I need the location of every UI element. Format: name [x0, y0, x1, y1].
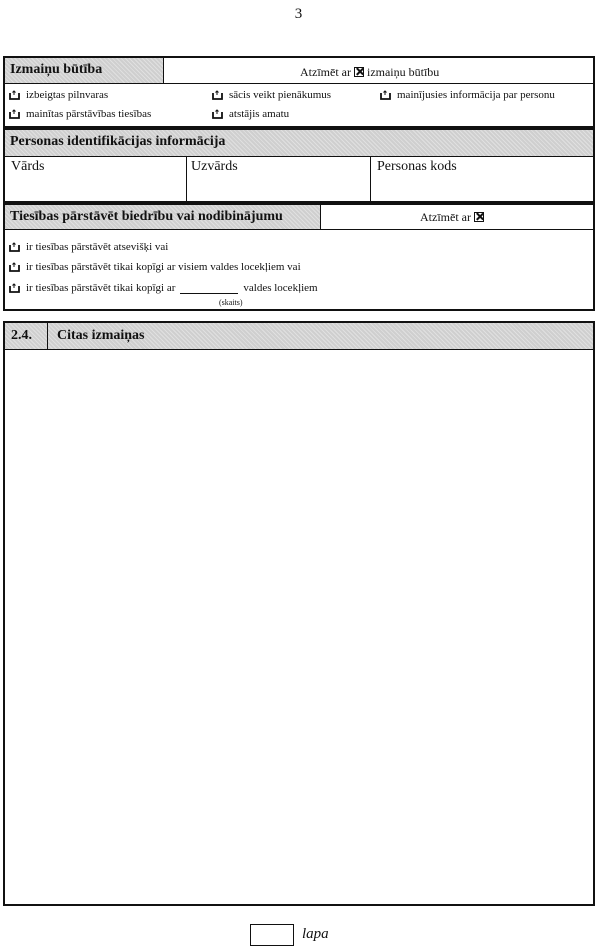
page-count-input[interactable]	[250, 924, 294, 946]
checkbox-icon[interactable]	[212, 90, 223, 101]
other-changes-textarea[interactable]	[5, 350, 593, 904]
checkbox-icon[interactable]	[9, 283, 20, 294]
checkbox-icon[interactable]	[9, 262, 20, 273]
option-representation-changed[interactable]: mainītas pārstāvības tiesības	[9, 108, 151, 120]
page-number: 3	[294, 6, 303, 22]
option-represent-separately[interactable]: ir tiesības pārstāvēt atsevišķi vai	[9, 241, 168, 253]
personal-code-field[interactable]: Personas kods	[377, 159, 457, 174]
checkbox-icon[interactable]	[380, 90, 391, 101]
x-checkbox-icon	[474, 212, 484, 222]
checkbox-icon[interactable]	[212, 109, 223, 120]
option-represent-jointly-count[interactable]: ir tiesības pārstāvēt tikai kopīgi ar valdes locekļiem	[9, 282, 318, 294]
other-changes-title: Citas izmaiņas	[57, 328, 145, 343]
option-represent-jointly-all[interactable]: ir tiesības pārstāvēt tikai kopīgi ar visiem valdes locekļiem vai	[9, 261, 301, 273]
checkbox-icon[interactable]	[9, 242, 20, 253]
option-started-duties[interactable]: sācis veikt pienākumus	[212, 89, 331, 101]
option-left-position[interactable]: atstājis amatu	[212, 108, 289, 120]
representation-title: Tiesības pārstāvēt biedrību vai nodibinājumu	[5, 205, 320, 229]
count-input[interactable]	[180, 293, 238, 294]
change-nature-title: Izmaiņu būtība	[5, 58, 163, 83]
first-name-field[interactable]: Vārds	[11, 159, 45, 174]
option-terminated-authority[interactable]: izbeigtas pilnvaras	[9, 89, 108, 101]
x-checkbox-icon	[354, 67, 364, 77]
checkbox-icon[interactable]	[9, 90, 20, 101]
option-personal-info-changed[interactable]: mainījusies informācija par personu	[380, 89, 555, 101]
count-caption: (skaits)	[219, 298, 243, 307]
checkbox-icon[interactable]	[9, 109, 20, 120]
change-nature-instruction: Atzīmēt ar izmaiņu būtību	[300, 65, 440, 79]
lapa-label: lapa	[302, 926, 329, 942]
identification-title: Personas identifikācijas informācija	[5, 130, 593, 156]
other-changes-number: 2.4.	[11, 328, 32, 343]
representation-instruction: Atzīmēt ar	[420, 210, 487, 225]
last-name-field[interactable]: Uzvārds	[191, 159, 238, 174]
